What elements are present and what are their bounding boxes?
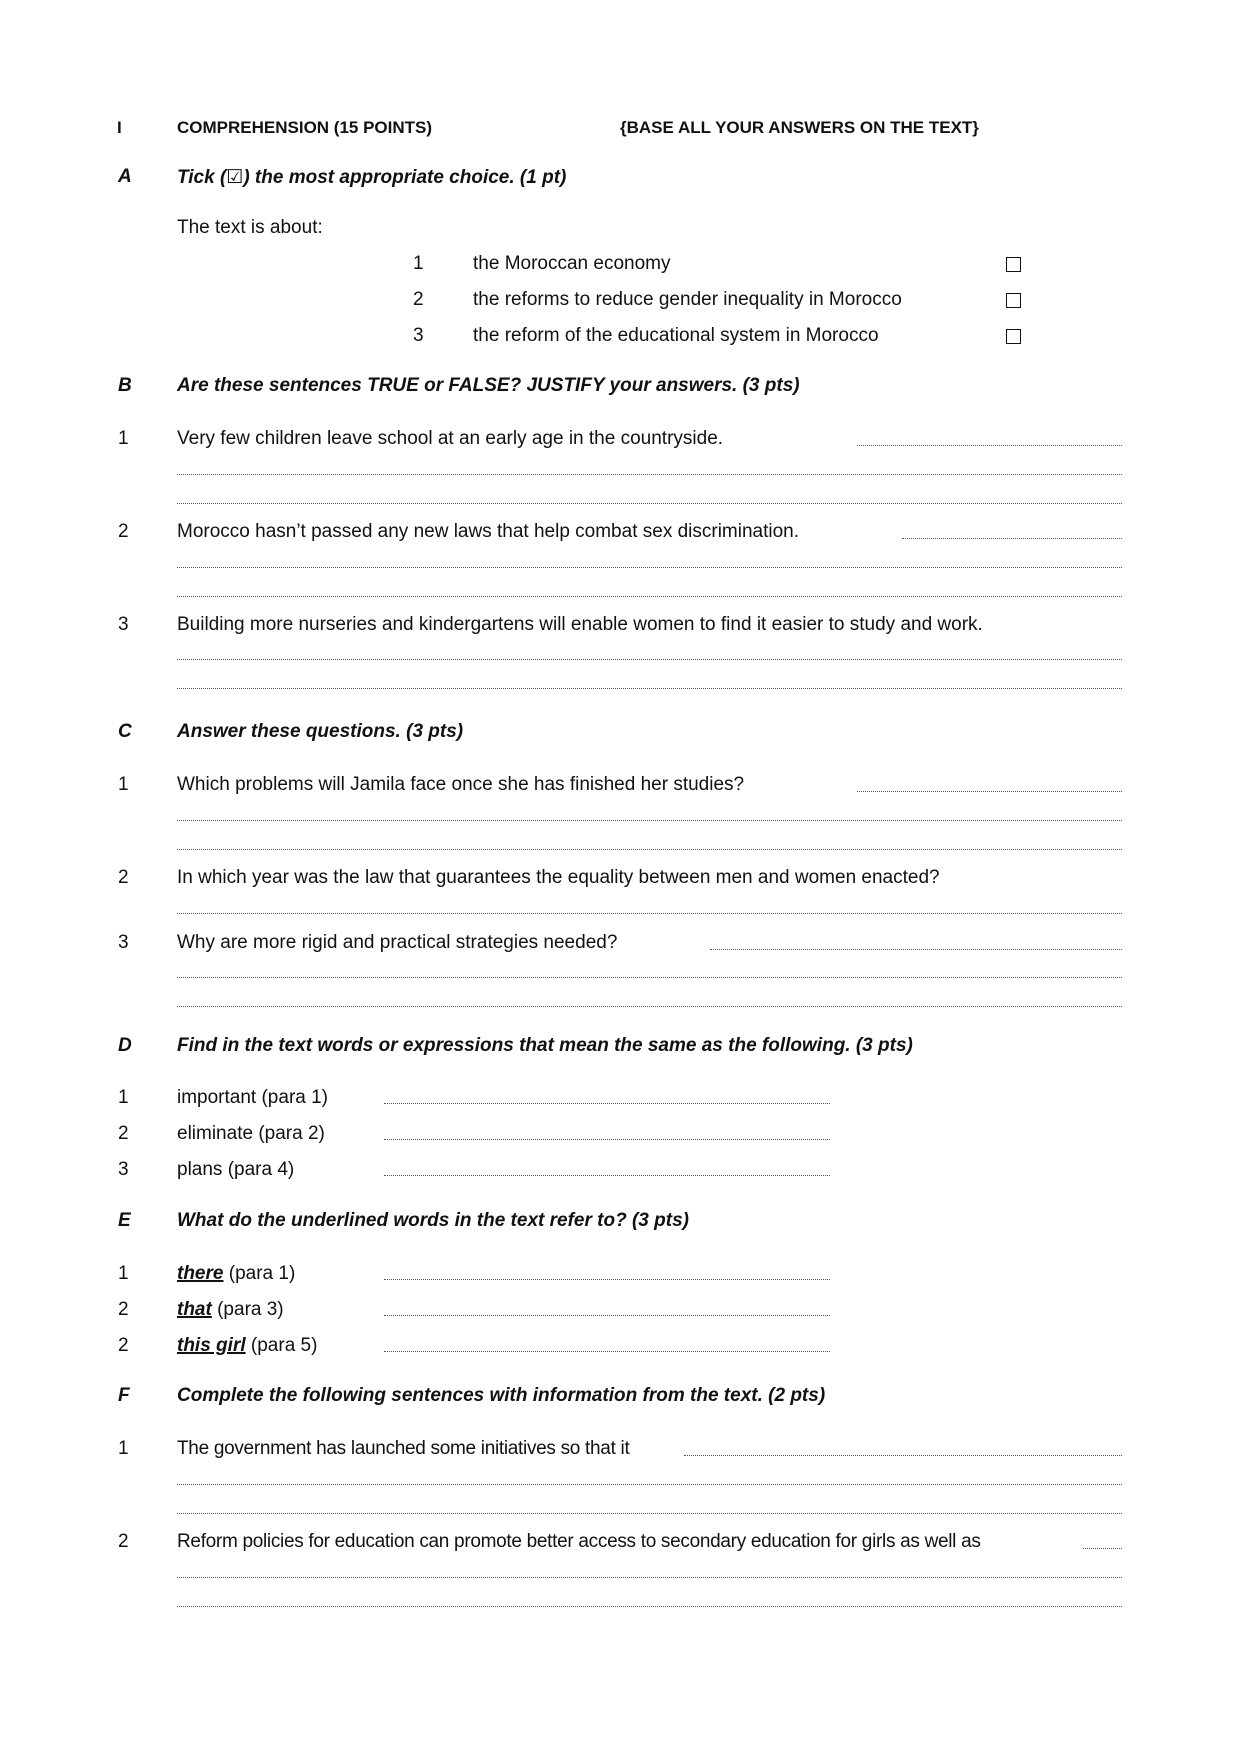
- item-number: 3: [118, 1159, 129, 1180]
- answer-line[interactable]: [177, 567, 1122, 568]
- statement-text: Morocco hasn’t passed any new laws that help combat sex discrimination.: [177, 521, 800, 542]
- option-label: the Moroccan economy: [473, 253, 671, 274]
- paragraph-ref: (para 1): [223, 1263, 296, 1284]
- item-number: 1: [118, 1263, 129, 1284]
- section-e-letter: E: [118, 1210, 131, 1231]
- section-e-title: What do the underlined words in the text refer to? (3 pts): [177, 1210, 689, 1231]
- item-number: 3: [118, 932, 129, 953]
- item-number: 2: [118, 1335, 129, 1356]
- vocab-prompt: eliminate (para 2): [177, 1123, 325, 1144]
- answer-line[interactable]: [684, 1455, 1122, 1456]
- question-text: In which year was the law that guarantees the equality between men and women enacted?: [177, 867, 940, 888]
- option-2-checkbox[interactable]: [1006, 293, 1021, 308]
- question-text: Why are more rigid and practical strategies needed?: [177, 932, 618, 953]
- answer-line[interactable]: [177, 1513, 1122, 1514]
- completion-prompt: The government has launched some initiatives so that it: [177, 1438, 630, 1459]
- section-c-letter: C: [118, 721, 132, 742]
- section-a-title-post: ) the most appropriate choice. (1 pt): [243, 167, 567, 188]
- answer-line[interactable]: [384, 1315, 830, 1316]
- answer-line[interactable]: [384, 1351, 830, 1352]
- option-number: 1: [413, 253, 424, 274]
- section-c-title: Answer these questions. (3 pts): [177, 721, 464, 742]
- answer-line[interactable]: [384, 1139, 830, 1140]
- answer-line[interactable]: [177, 688, 1122, 689]
- question-text: Which problems will Jamila face once she has finished her studies?: [177, 774, 745, 795]
- vocab-prompt: plans (para 4): [177, 1159, 295, 1180]
- answer-line[interactable]: [177, 913, 1122, 914]
- underlined-word: that: [177, 1299, 212, 1320]
- statement-text: Building more nurseries and kindergartens will enable women to find it easier to study and work.: [177, 614, 983, 635]
- section-b-letter: B: [118, 375, 132, 396]
- item-number: 1: [118, 1438, 129, 1459]
- answer-line[interactable]: [177, 1577, 1122, 1578]
- section-a-title-pre: Tick (: [177, 167, 227, 188]
- item-number: 2: [118, 867, 129, 888]
- answer-line[interactable]: [902, 538, 1122, 539]
- answer-line[interactable]: [177, 977, 1122, 978]
- option-number: 2: [413, 289, 424, 310]
- answer-line[interactable]: [177, 849, 1122, 850]
- checkbox-checked-icon: ☑: [226, 167, 244, 188]
- paragraph-ref: (para 5): [245, 1335, 318, 1356]
- section-b-title: Are these sentences TRUE or FALSE? JUSTIFY your answers. (3 pts): [177, 375, 800, 396]
- section-roman-numeral: I: [117, 118, 122, 137]
- item-number: 1: [118, 1087, 129, 1108]
- answer-line[interactable]: [177, 1484, 1122, 1485]
- page-title: COMPREHENSION (15 POINTS): [177, 118, 433, 137]
- section-f-letter: F: [118, 1385, 130, 1406]
- vocab-prompt: important (para 1): [177, 1087, 329, 1108]
- answer-line[interactable]: [177, 596, 1122, 597]
- answer-line[interactable]: [177, 659, 1122, 660]
- completion-prompt: Reform policies for education can promote better access to secondary education for girls as well as: [177, 1531, 981, 1552]
- answer-line[interactable]: [177, 474, 1122, 475]
- section-f-title: Complete the following sentences with information from the text. (2 pts): [177, 1385, 826, 1406]
- answer-line[interactable]: [177, 1606, 1122, 1607]
- item-number: 1: [118, 428, 129, 449]
- underlined-word: this girl: [177, 1335, 246, 1356]
- reference-prompt: [177, 1263, 295, 1285]
- answer-line[interactable]: [710, 949, 1122, 950]
- answer-line[interactable]: [1083, 1548, 1122, 1549]
- section-a-letter: A: [118, 166, 132, 187]
- answer-line[interactable]: [857, 791, 1122, 792]
- item-number: 2: [118, 1299, 129, 1320]
- instruction-banner: {BASE ALL YOUR ANSWERS ON THE TEXT}: [620, 118, 979, 137]
- option-label: the reform of the educational system in Morocco: [473, 325, 879, 346]
- item-number: 1: [118, 774, 129, 795]
- item-number: 2: [118, 521, 129, 542]
- answer-line[interactable]: [384, 1279, 830, 1280]
- underlined-word: there: [177, 1263, 224, 1284]
- section-d-letter: D: [118, 1035, 132, 1056]
- item-number: 3: [118, 614, 129, 635]
- answer-line[interactable]: [384, 1103, 830, 1104]
- item-number: 2: [118, 1531, 129, 1552]
- section-a-intro: The text is about:: [177, 217, 323, 238]
- answer-line[interactable]: [857, 445, 1122, 446]
- paragraph-ref: (para 3): [211, 1299, 284, 1320]
- option-label: the reforms to reduce gender inequality in Morocco: [473, 289, 902, 310]
- option-3-checkbox[interactable]: [1006, 329, 1021, 344]
- statement-text: Very few children leave school at an early age in the countryside.: [177, 428, 724, 449]
- answer-line[interactable]: [177, 503, 1122, 504]
- answer-line[interactable]: [177, 1006, 1122, 1007]
- reference-prompt: [177, 1335, 317, 1357]
- answer-line[interactable]: [177, 820, 1122, 821]
- answer-line[interactable]: [384, 1175, 830, 1176]
- reference-prompt: [177, 1299, 284, 1321]
- item-number: 2: [118, 1123, 129, 1144]
- section-d-title: Find in the text words or expressions that mean the same as the following. (3 pts): [177, 1035, 913, 1056]
- section-a-title: [177, 166, 566, 189]
- option-1-checkbox[interactable]: [1006, 257, 1021, 272]
- option-number: 3: [413, 325, 424, 346]
